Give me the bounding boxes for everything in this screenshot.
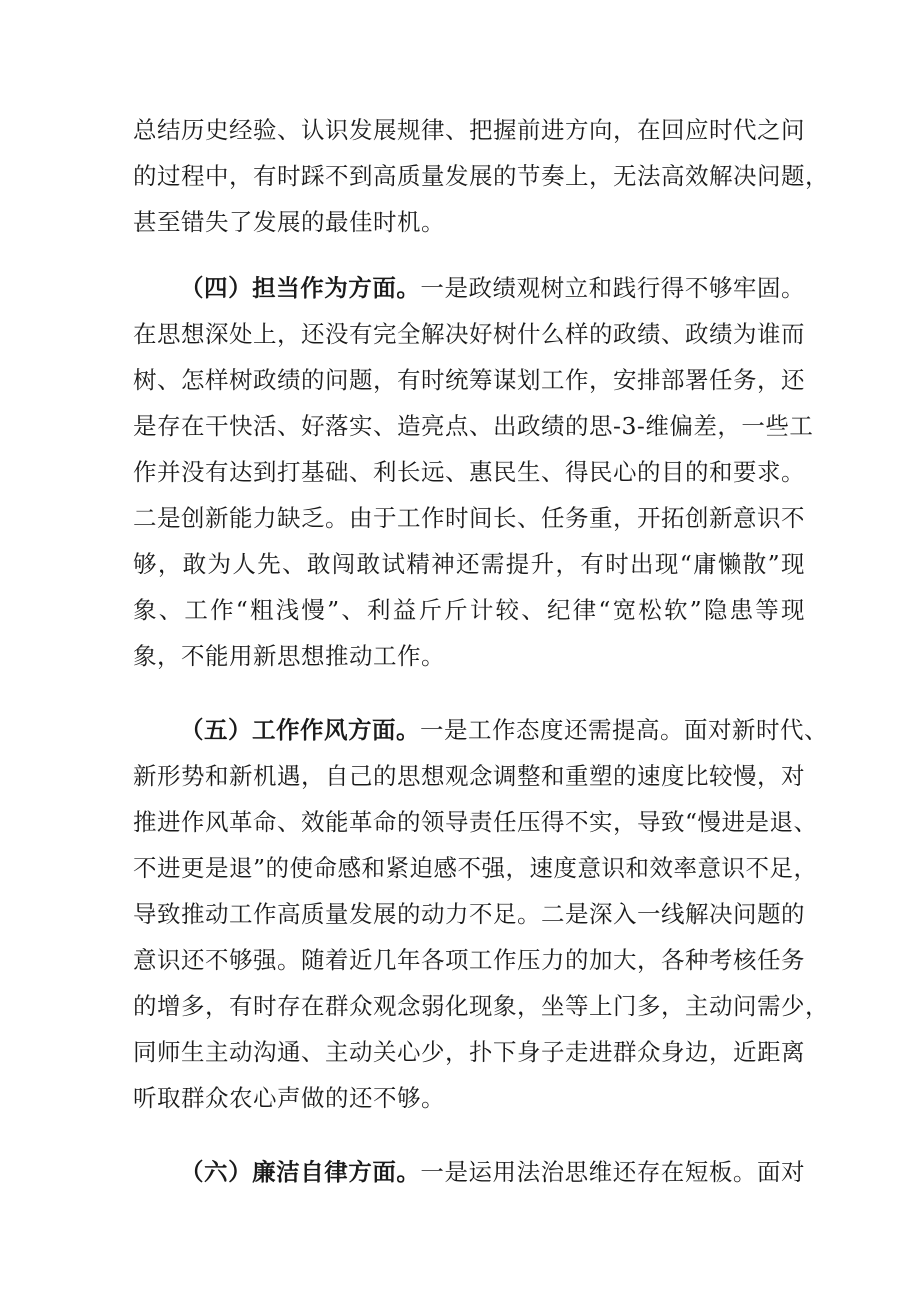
paragraph-text: 一是工作态度还需提高。面对新时代、 <box>420 716 828 744</box>
paragraph-line: 新形势和新机遇，自己的思想观念调整和重塑的速度比较慢，对 <box>133 762 805 790</box>
paragraph-line: 意识还不够强。随着近几年各项工作压力的加大，各种考核任务 <box>133 946 805 974</box>
paragraph-first-line <box>180 710 828 750</box>
paragraph-line: 的过程中，有时踩不到高质量发展的节奏上，无法高效解决问题， <box>133 162 829 190</box>
paragraph-line: 象、工作“粗浅慢”、利益斤斤计较、纪律“宽松软”隐患等现 <box>133 596 805 624</box>
paragraph-line: 推进作风革命、效能革命的领导责任压得不实，导致“慢进是退、 <box>133 808 818 836</box>
paragraph-text: 一是政绩观树立和践行得不够牢固。 <box>420 274 806 302</box>
paragraph-line: 听取群众农心声做的还不够。 <box>133 1084 445 1112</box>
paragraph-line: 在思想深处上，还没有完全解决好树什么样的政绩、政绩为谁而 <box>133 320 805 348</box>
paragraph-line: 总结历史经验、认识发展规律、把握前进方向，在回应时代之问 <box>133 116 805 144</box>
paragraph-text: 一是运用法治思维还存在短板。面对 <box>420 1158 806 1186</box>
paragraph-line: 甚至错失了发展的最佳时机。 <box>133 208 445 236</box>
section-heading: （四）担当作为方面。 <box>180 274 421 302</box>
paragraph-line: 导致推动工作高质量发展的动力不足。二是深入一线解决问题的 <box>133 900 805 928</box>
paragraph-line: 不进更是退”的使命感和紧迫感不强，速度意识和效率意识不足， <box>133 854 818 882</box>
paragraph-line: 是存在干快活、好落实、造亮点、出政绩的思-3-维偏差，一些工 <box>133 412 814 440</box>
section-heading: （五）工作作风方面。 <box>180 716 420 744</box>
paragraph-line: 的增多，有时存在群众观念弱化现象，坐等上门多，主动问需少， <box>133 992 829 1020</box>
paragraph-line: 作并没有达到打基础、利长远、惠民生、得民心的目的和要求。 <box>133 458 805 486</box>
paragraph-line: 象，不能用新思想推动工作。 <box>133 642 445 670</box>
paragraph-first-line <box>180 1152 805 1192</box>
paragraph-line: 树、怎样树政绩的问题，有时统筹谋划工作，安排部署任务，还 <box>133 366 805 394</box>
paragraph-line: 够，敢为人先、敢闯敢试精神还需提升，有时出现“庸懒散”现 <box>133 550 805 578</box>
paragraph-first-line <box>180 268 805 308</box>
paragraph-line: 二是创新能力缺乏。由于工作时间长、任务重，开拓创新意识不 <box>133 504 805 532</box>
paragraph-line: 同师生主动沟通、主动关心少，扑下身子走进群众身边，近距离 <box>133 1038 805 1066</box>
section-heading: （六）廉洁自律方面。 <box>180 1158 421 1186</box>
